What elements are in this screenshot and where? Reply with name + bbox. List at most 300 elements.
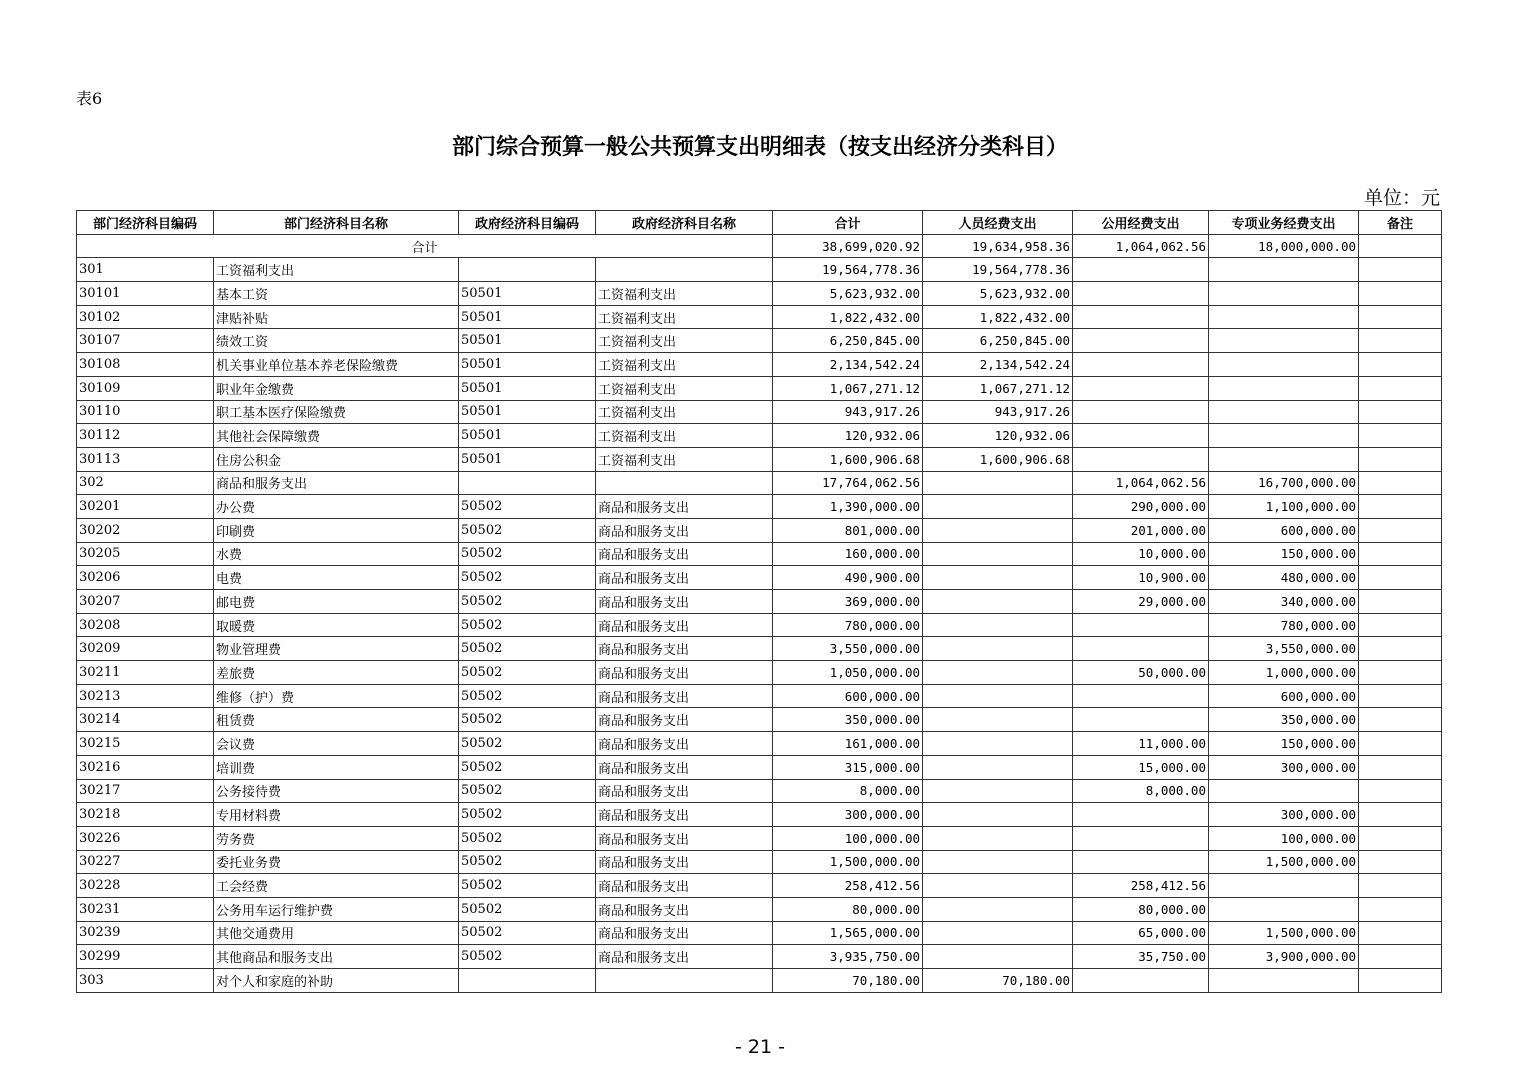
cell-personnel xyxy=(923,613,1073,637)
table-row xyxy=(77,613,1442,637)
table-row xyxy=(77,826,1442,850)
cell-total: 160,000.00 xyxy=(773,542,923,566)
cell-public xyxy=(1073,613,1209,637)
cell-gov-name: 商品和服务支出 xyxy=(596,826,773,850)
table-row xyxy=(77,447,1442,471)
cell-special xyxy=(1209,329,1359,353)
cell-gov-code: 50501 xyxy=(459,424,596,448)
cell-public xyxy=(1073,447,1209,471)
cell-gov-code: 50502 xyxy=(459,874,596,898)
cell-gov-code: 50502 xyxy=(459,590,596,614)
cell-special: 100,000.00 xyxy=(1209,826,1359,850)
cell-personnel xyxy=(923,542,1073,566)
budget-table xyxy=(76,210,1442,993)
total-cell-note xyxy=(1359,234,1442,258)
cell-gov-code: 50501 xyxy=(459,376,596,400)
cell-gov-name: 商品和服务支出 xyxy=(596,590,773,614)
cell-dept-name: 劳务费 xyxy=(214,826,459,850)
cell-dept-code: 301 xyxy=(77,258,214,282)
cell-note xyxy=(1359,400,1442,424)
cell-public xyxy=(1073,850,1209,874)
cell-special: 340,000.00 xyxy=(1209,590,1359,614)
table-row xyxy=(77,424,1442,448)
table-row xyxy=(77,637,1442,661)
cell-personnel: 6,250,845.00 xyxy=(923,329,1073,353)
cell-special xyxy=(1209,897,1359,921)
cell-dept-code: 30209 xyxy=(77,637,214,661)
cell-public: 258,412.56 xyxy=(1073,874,1209,898)
cell-personnel xyxy=(923,850,1073,874)
total-cell-total: 38,699,020.92 xyxy=(773,234,923,258)
cell-special: 1,000,000.00 xyxy=(1209,661,1359,685)
total-row xyxy=(77,234,1442,258)
cell-total: 350,000.00 xyxy=(773,708,923,732)
cell-total: 3,550,000.00 xyxy=(773,637,923,661)
cell-personnel: 1,600,906.68 xyxy=(923,447,1073,471)
cell-personnel xyxy=(923,661,1073,685)
cell-note xyxy=(1359,803,1442,827)
cell-special: 1,100,000.00 xyxy=(1209,495,1359,519)
cell-dept-code: 30102 xyxy=(77,305,214,329)
cell-dept-code: 30112 xyxy=(77,424,214,448)
cell-dept-code: 30205 xyxy=(77,542,214,566)
cell-public: 80,000.00 xyxy=(1073,897,1209,921)
cell-public xyxy=(1073,637,1209,661)
cell-dept-name: 专用材料费 xyxy=(214,803,459,827)
cell-total: 80,000.00 xyxy=(773,897,923,921)
cell-gov-code: 50502 xyxy=(459,637,596,661)
cell-special: 16,700,000.00 xyxy=(1209,471,1359,495)
cell-note xyxy=(1359,684,1442,708)
cell-total: 1,050,000.00 xyxy=(773,661,923,685)
cell-gov-name: 商品和服务支出 xyxy=(596,495,773,519)
cell-gov-code xyxy=(459,471,596,495)
cell-special xyxy=(1209,400,1359,424)
cell-dept-name: 机关事业单位基本养老保险缴费 xyxy=(214,353,459,377)
cell-gov-code: 50502 xyxy=(459,518,596,542)
cell-total: 600,000.00 xyxy=(773,684,923,708)
cell-dept-name: 印刷费 xyxy=(214,518,459,542)
cell-public xyxy=(1073,969,1209,993)
cell-personnel xyxy=(923,732,1073,756)
cell-dept-name: 维修（护）费 xyxy=(214,684,459,708)
cell-special xyxy=(1209,874,1359,898)
cell-gov-code: 50502 xyxy=(459,921,596,945)
cell-gov-name: 商品和服务支出 xyxy=(596,779,773,803)
cell-gov-name: 商品和服务支出 xyxy=(596,850,773,874)
cell-public: 15,000.00 xyxy=(1073,755,1209,779)
cell-gov-name: 商品和服务支出 xyxy=(596,637,773,661)
cell-gov-name: 工资福利支出 xyxy=(596,305,773,329)
cell-special: 350,000.00 xyxy=(1209,708,1359,732)
cell-special xyxy=(1209,424,1359,448)
cell-personnel xyxy=(923,708,1073,732)
cell-total: 1,600,906.68 xyxy=(773,447,923,471)
header-personnel: 人员经费支出 xyxy=(923,211,1073,235)
cell-personnel xyxy=(923,755,1073,779)
cell-note xyxy=(1359,897,1442,921)
cell-personnel xyxy=(923,945,1073,969)
cell-dept-code: 30211 xyxy=(77,661,214,685)
cell-dept-code: 30227 xyxy=(77,850,214,874)
cell-total: 6,250,845.00 xyxy=(773,329,923,353)
cell-special: 300,000.00 xyxy=(1209,755,1359,779)
cell-dept-name: 对个人和家庭的补助 xyxy=(214,969,459,993)
cell-personnel: 1,822,432.00 xyxy=(923,305,1073,329)
cell-dept-code: 30216 xyxy=(77,755,214,779)
cell-public: 50,000.00 xyxy=(1073,661,1209,685)
table-number: 表6 xyxy=(76,89,103,108)
cell-special: 480,000.00 xyxy=(1209,566,1359,590)
header-gov-name: 政府经济科目名称 xyxy=(596,211,773,235)
cell-dept-name: 其他商品和服务支出 xyxy=(214,945,459,969)
cell-total: 100,000.00 xyxy=(773,826,923,850)
cell-gov-code: 50502 xyxy=(459,732,596,756)
header-dept-name: 部门经济科目名称 xyxy=(214,211,459,235)
cell-note xyxy=(1359,471,1442,495)
cell-public: 65,000.00 xyxy=(1073,921,1209,945)
cell-dept-code: 30299 xyxy=(77,945,214,969)
cell-special xyxy=(1209,969,1359,993)
cell-dept-name: 差旅费 xyxy=(214,661,459,685)
cell-public: 10,000.00 xyxy=(1073,542,1209,566)
table-row xyxy=(77,708,1442,732)
cell-gov-name: 商品和服务支出 xyxy=(596,732,773,756)
cell-note xyxy=(1359,542,1442,566)
cell-total: 17,764,062.56 xyxy=(773,471,923,495)
cell-note xyxy=(1359,969,1442,993)
cell-note xyxy=(1359,637,1442,661)
table-row xyxy=(77,874,1442,898)
cell-dept-name: 基本工资 xyxy=(214,282,459,306)
cell-special xyxy=(1209,353,1359,377)
cell-dept-code: 30109 xyxy=(77,376,214,400)
table-row xyxy=(77,542,1442,566)
cell-personnel xyxy=(923,684,1073,708)
cell-note xyxy=(1359,590,1442,614)
cell-personnel xyxy=(923,779,1073,803)
cell-public xyxy=(1073,424,1209,448)
cell-note xyxy=(1359,305,1442,329)
cell-gov-name xyxy=(596,969,773,993)
cell-public xyxy=(1073,258,1209,282)
cell-gov-name: 工资福利支出 xyxy=(596,447,773,471)
cell-gov-code: 50502 xyxy=(459,945,596,969)
cell-gov-code: 50501 xyxy=(459,447,596,471)
cell-public: 35,750.00 xyxy=(1073,945,1209,969)
cell-gov-name: 商品和服务支出 xyxy=(596,708,773,732)
cell-note xyxy=(1359,732,1442,756)
cell-note xyxy=(1359,495,1442,519)
cell-special: 150,000.00 xyxy=(1209,542,1359,566)
cell-dept-name: 物业管理费 xyxy=(214,637,459,661)
table-row xyxy=(77,376,1442,400)
cell-public: 29,000.00 xyxy=(1073,590,1209,614)
cell-gov-code: 50501 xyxy=(459,305,596,329)
cell-gov-name: 商品和服务支出 xyxy=(596,921,773,945)
cell-total: 8,000.00 xyxy=(773,779,923,803)
table-row xyxy=(77,400,1442,424)
total-cell-special: 18,000,000.00 xyxy=(1209,234,1359,258)
cell-dept-code: 30207 xyxy=(77,590,214,614)
cell-dept-name: 委托业务费 xyxy=(214,850,459,874)
header-total: 合计 xyxy=(773,211,923,235)
cell-total: 801,000.00 xyxy=(773,518,923,542)
cell-public xyxy=(1073,708,1209,732)
cell-total: 3,935,750.00 xyxy=(773,945,923,969)
cell-public: 8,000.00 xyxy=(1073,779,1209,803)
table-row xyxy=(77,850,1442,874)
cell-dept-name: 会议费 xyxy=(214,732,459,756)
cell-personnel xyxy=(923,897,1073,921)
cell-note xyxy=(1359,518,1442,542)
cell-dept-code: 30101 xyxy=(77,282,214,306)
cell-gov-code: 50502 xyxy=(459,542,596,566)
cell-gov-code xyxy=(459,969,596,993)
cell-personnel: 2,134,542.24 xyxy=(923,353,1073,377)
cell-gov-name: 工资福利支出 xyxy=(596,329,773,353)
cell-special: 600,000.00 xyxy=(1209,518,1359,542)
cell-gov-name: 商品和服务支出 xyxy=(596,542,773,566)
cell-gov-name xyxy=(596,258,773,282)
table-row xyxy=(77,329,1442,353)
cell-total: 369,000.00 xyxy=(773,590,923,614)
cell-note xyxy=(1359,779,1442,803)
table-row xyxy=(77,684,1442,708)
cell-personnel: 120,932.06 xyxy=(923,424,1073,448)
cell-dept-code: 30110 xyxy=(77,400,214,424)
cell-personnel xyxy=(923,637,1073,661)
cell-gov-code: 50501 xyxy=(459,400,596,424)
cell-dept-name: 取暖费 xyxy=(214,613,459,637)
cell-note xyxy=(1359,566,1442,590)
cell-dept-code: 30201 xyxy=(77,495,214,519)
cell-note xyxy=(1359,826,1442,850)
cell-personnel xyxy=(923,471,1073,495)
cell-dept-name: 工会经费 xyxy=(214,874,459,898)
cell-gov-code: 50502 xyxy=(459,708,596,732)
table-row xyxy=(77,803,1442,827)
cell-gov-code: 50501 xyxy=(459,353,596,377)
cell-dept-name: 职工基本医疗保险缴费 xyxy=(214,400,459,424)
cell-gov-code: 50502 xyxy=(459,826,596,850)
cell-dept-name: 培训费 xyxy=(214,755,459,779)
table-row xyxy=(77,779,1442,803)
cell-gov-code: 50502 xyxy=(459,684,596,708)
cell-note xyxy=(1359,708,1442,732)
cell-personnel xyxy=(923,518,1073,542)
cell-dept-name: 住房公积金 xyxy=(214,447,459,471)
cell-dept-name: 办公费 xyxy=(214,495,459,519)
cell-dept-name: 津贴补贴 xyxy=(214,305,459,329)
cell-gov-name: 商品和服务支出 xyxy=(596,613,773,637)
cell-special: 150,000.00 xyxy=(1209,732,1359,756)
cell-special xyxy=(1209,779,1359,803)
cell-special: 780,000.00 xyxy=(1209,613,1359,637)
cell-total: 1,067,271.12 xyxy=(773,376,923,400)
cell-public xyxy=(1073,376,1209,400)
cell-note xyxy=(1359,921,1442,945)
page-number: - 21 - xyxy=(735,1036,785,1058)
cell-public xyxy=(1073,353,1209,377)
cell-total: 780,000.00 xyxy=(773,613,923,637)
cell-dept-code: 30226 xyxy=(77,826,214,850)
cell-public xyxy=(1073,305,1209,329)
cell-public xyxy=(1073,803,1209,827)
cell-dept-name: 公务接待费 xyxy=(214,779,459,803)
cell-public: 201,000.00 xyxy=(1073,518,1209,542)
cell-gov-name: 商品和服务支出 xyxy=(596,684,773,708)
table-row xyxy=(77,305,1442,329)
cell-personnel xyxy=(923,874,1073,898)
cell-public: 290,000.00 xyxy=(1073,495,1209,519)
cell-gov-name: 商品和服务支出 xyxy=(596,874,773,898)
header-row xyxy=(77,211,1442,235)
cell-personnel: 70,180.00 xyxy=(923,969,1073,993)
cell-note xyxy=(1359,661,1442,685)
table-row xyxy=(77,897,1442,921)
table-row xyxy=(77,258,1442,282)
cell-total: 1,500,000.00 xyxy=(773,850,923,874)
cell-dept-code: 302 xyxy=(77,471,214,495)
cell-personnel: 943,917.26 xyxy=(923,400,1073,424)
table-row xyxy=(77,945,1442,969)
cell-gov-name: 商品和服务支出 xyxy=(596,897,773,921)
cell-gov-code: 50502 xyxy=(459,755,596,779)
cell-dept-code: 30239 xyxy=(77,921,214,945)
cell-note xyxy=(1359,447,1442,471)
cell-total: 161,000.00 xyxy=(773,732,923,756)
cell-note xyxy=(1359,353,1442,377)
cell-dept-code: 30107 xyxy=(77,329,214,353)
cell-dept-code: 30231 xyxy=(77,897,214,921)
cell-dept-code: 30213 xyxy=(77,684,214,708)
cell-personnel: 1,067,271.12 xyxy=(923,376,1073,400)
cell-total: 70,180.00 xyxy=(773,969,923,993)
cell-special: 3,550,000.00 xyxy=(1209,637,1359,661)
cell-special xyxy=(1209,282,1359,306)
cell-gov-name: 商品和服务支出 xyxy=(596,661,773,685)
header-dept-code: 部门经济科目编码 xyxy=(77,211,214,235)
cell-dept-code: 30206 xyxy=(77,566,214,590)
cell-public: 10,900.00 xyxy=(1073,566,1209,590)
cell-note xyxy=(1359,258,1442,282)
cell-gov-code: 50502 xyxy=(459,566,596,590)
cell-note xyxy=(1359,613,1442,637)
cell-personnel xyxy=(923,566,1073,590)
cell-special xyxy=(1209,376,1359,400)
cell-note xyxy=(1359,282,1442,306)
total-label: 合计 xyxy=(77,234,773,258)
cell-total: 315,000.00 xyxy=(773,755,923,779)
cell-gov-code: 50502 xyxy=(459,661,596,685)
table-row xyxy=(77,732,1442,756)
cell-note xyxy=(1359,874,1442,898)
cell-gov-code xyxy=(459,258,596,282)
total-cell-personnel: 19,634,958.36 xyxy=(923,234,1073,258)
cell-gov-name: 工资福利支出 xyxy=(596,282,773,306)
table-row xyxy=(77,471,1442,495)
cell-gov-code: 50502 xyxy=(459,613,596,637)
cell-dept-name: 其他社会保障缴费 xyxy=(214,424,459,448)
cell-dept-name: 绩效工资 xyxy=(214,329,459,353)
cell-personnel: 19,564,778.36 xyxy=(923,258,1073,282)
cell-total: 1,390,000.00 xyxy=(773,495,923,519)
cell-note xyxy=(1359,945,1442,969)
cell-gov-name: 商品和服务支出 xyxy=(596,803,773,827)
cell-note xyxy=(1359,376,1442,400)
cell-dept-code: 303 xyxy=(77,969,214,993)
cell-total: 1,565,000.00 xyxy=(773,921,923,945)
cell-dept-name: 公务用车运行维护费 xyxy=(214,897,459,921)
total-cell-public: 1,064,062.56 xyxy=(1073,234,1209,258)
cell-public xyxy=(1073,282,1209,306)
cell-special xyxy=(1209,447,1359,471)
cell-special: 1,500,000.00 xyxy=(1209,850,1359,874)
cell-personnel xyxy=(923,921,1073,945)
cell-dept-name: 租赁费 xyxy=(214,708,459,732)
cell-special: 1,500,000.00 xyxy=(1209,921,1359,945)
table-row xyxy=(77,590,1442,614)
header-note: 备注 xyxy=(1359,211,1442,235)
cell-dept-name: 电费 xyxy=(214,566,459,590)
cell-dept-code: 30217 xyxy=(77,779,214,803)
cell-dept-code: 30108 xyxy=(77,353,214,377)
cell-dept-name: 水费 xyxy=(214,542,459,566)
cell-gov-code: 50502 xyxy=(459,897,596,921)
cell-dept-code: 30113 xyxy=(77,447,214,471)
cell-dept-code: 30202 xyxy=(77,518,214,542)
cell-personnel xyxy=(923,590,1073,614)
cell-gov-code: 50502 xyxy=(459,779,596,803)
cell-total: 120,932.06 xyxy=(773,424,923,448)
cell-total: 1,822,432.00 xyxy=(773,305,923,329)
cell-personnel xyxy=(923,803,1073,827)
cell-note xyxy=(1359,850,1442,874)
cell-total: 943,917.26 xyxy=(773,400,923,424)
table-row xyxy=(77,353,1442,377)
cell-personnel: 5,623,932.00 xyxy=(923,282,1073,306)
cell-special: 3,900,000.00 xyxy=(1209,945,1359,969)
cell-total: 5,623,932.00 xyxy=(773,282,923,306)
cell-dept-name: 商品和服务支出 xyxy=(214,471,459,495)
table-row xyxy=(77,566,1442,590)
cell-note xyxy=(1359,755,1442,779)
cell-dept-code: 30215 xyxy=(77,732,214,756)
cell-gov-name: 工资福利支出 xyxy=(596,400,773,424)
table-row xyxy=(77,661,1442,685)
cell-gov-name: 工资福利支出 xyxy=(596,353,773,377)
cell-total: 19,564,778.36 xyxy=(773,258,923,282)
table-row xyxy=(77,969,1442,993)
cell-note xyxy=(1359,329,1442,353)
cell-dept-code: 30208 xyxy=(77,613,214,637)
cell-public xyxy=(1073,329,1209,353)
cell-special xyxy=(1209,258,1359,282)
cell-gov-name: 工资福利支出 xyxy=(596,424,773,448)
cell-gov-code: 50502 xyxy=(459,850,596,874)
cell-dept-code: 30218 xyxy=(77,803,214,827)
header-public: 公用经费支出 xyxy=(1073,211,1209,235)
unit-label: 单位：元 xyxy=(1363,187,1440,209)
cell-special xyxy=(1209,305,1359,329)
cell-dept-name: 邮电费 xyxy=(214,590,459,614)
cell-gov-name: 商品和服务支出 xyxy=(596,755,773,779)
cell-gov-name xyxy=(596,471,773,495)
table-row xyxy=(77,518,1442,542)
cell-total: 2,134,542.24 xyxy=(773,353,923,377)
cell-public xyxy=(1073,400,1209,424)
